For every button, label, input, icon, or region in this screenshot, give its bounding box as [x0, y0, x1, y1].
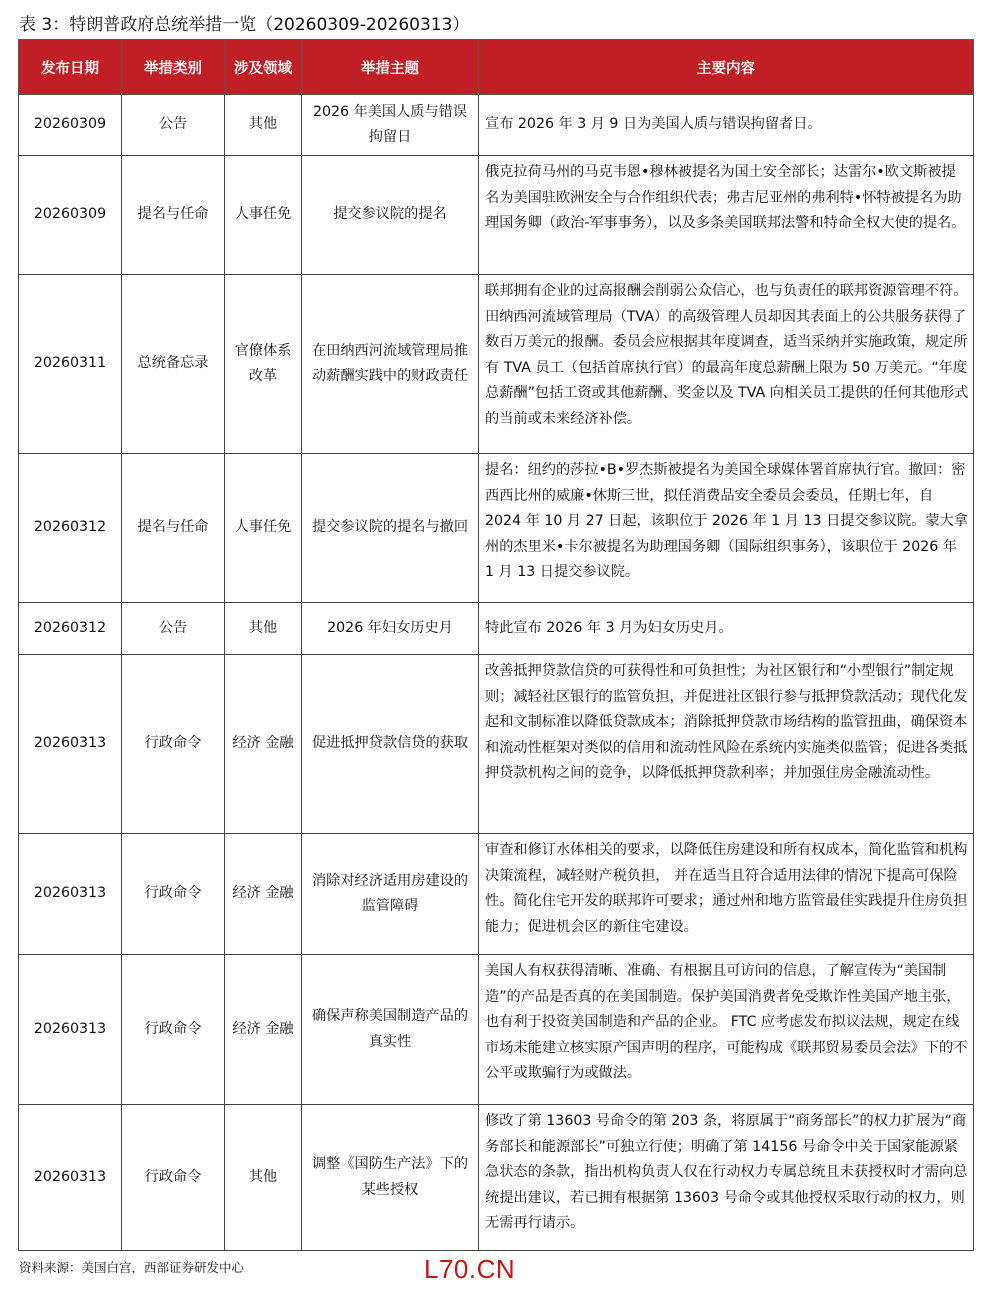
- cell-content: 提名：纽约的莎拉•B•罗杰斯被提名为美国全球媒体署首席执行官。撤回：密西西比州的威廉•休斯三世，拟任消费品安全委员会委员，任期七年，自 2024 年 10 月 27 日起，该职位于 2026 年 1 月 13 日提交参议院。蒙大拿州的杰里米•卡尔被提名为助理国务卿（国际组织事务），该职位于 2026 年 1 月 13 日提交参议院。: [479, 454, 974, 603]
- cell-category: 行政命令: [122, 834, 225, 955]
- cell-date: 20260311: [19, 275, 122, 454]
- cell-field: 经济 金融: [225, 955, 302, 1105]
- cell-topic: 2026 年美国人质与错误拘留日: [302, 95, 479, 156]
- table-row: [19, 275, 974, 454]
- cell-category: 行政命令: [122, 1105, 225, 1251]
- table-row: [19, 454, 974, 603]
- table-row: [19, 1105, 974, 1251]
- table-row: [19, 156, 974, 275]
- cell-field: 经济 金融: [225, 655, 302, 834]
- header-category: 举措类别: [122, 40, 225, 95]
- table-row: [19, 603, 974, 655]
- cell-category: 行政命令: [122, 655, 225, 834]
- cell-content: 改善抵押贷款信贷的可获得性和可负担性；为社区银行和“小型银行”制定规则；减轻社区银行的监管负担，并促进社区银行参与抵押贷款活动；现代化发起和文制标准以降低贷款成本；消除抵押贷款市场结构的监管扭曲，确保资本和流动性框架对类似的信用和流动性风险在系统内实施类似监管；促进各类抵押贷款机构之间的竞争，以降低抵押贷款利率；并加强住房金融流动性。: [479, 655, 974, 834]
- cell-content: 宣布 2026 年 3 月 9 日为美国人质与错误拘留者日。: [479, 95, 974, 156]
- cell-date: 20260313: [19, 655, 122, 834]
- cell-content: 特此宣布 2026 年 3 月为妇女历史月。: [479, 603, 974, 655]
- cell-field: 人事任免: [225, 454, 302, 603]
- table-row: [19, 655, 974, 834]
- header-field: 涉及领域: [225, 40, 302, 95]
- cell-field: 经济 金融: [225, 834, 302, 955]
- measures-table: [18, 39, 974, 1251]
- cell-topic: 消除对经济适用房建设的监管障碍: [302, 834, 479, 955]
- cell-content: 修改了第 13603 号命令的第 203 条，将原属于“商务部长”的权力扩展为“商务部长和能源部长”可独立行使；明确了第 14156 号命令中关于国家能源紧急状态的条款，指出机构负责人仅在行动权力专属总统且未获授权时才需向总统提出建议，若已拥有根据第 13603 号命令或其他授权采取行动的权力，则无需再行请示。: [479, 1105, 974, 1251]
- watermark: L70.CN: [424, 1254, 516, 1284]
- header-date: 发布日期: [19, 40, 122, 95]
- cell-field: 其他: [225, 95, 302, 156]
- cell-content: 联邦拥有企业的过高报酬会削弱公众信心，也与负责任的联邦资源管理不符。田纳西河流域管理局（TVA）的高级管理人员却因其表面上的公共服务获得了数百万美元的报酬。委员会应根据其年度调查，适当采纳并实施政策，规定所有 TVA 员工（包括首席执行官）的最高年度总薪酬上限为 50 万美元。“年度总薪酬”包括工资或其他薪酬、奖金以及 TVA 向相关员工提供的任何其他形式的当前或未来经济补偿。: [479, 275, 974, 454]
- header-topic: 举措主题: [302, 40, 479, 95]
- cell-category: 公告: [122, 603, 225, 655]
- cell-category: 提名与任命: [122, 156, 225, 275]
- cell-category: 公告: [122, 95, 225, 156]
- cell-topic: 调整《国防生产法》下的某些授权: [302, 1105, 479, 1251]
- table-row: [19, 834, 974, 955]
- table-row: [19, 95, 974, 156]
- cell-field: 其他: [225, 603, 302, 655]
- cell-category: 行政命令: [122, 955, 225, 1105]
- cell-date: 20260313: [19, 1105, 122, 1251]
- cell-date: 20260309: [19, 95, 122, 156]
- header-content: 主要内容: [479, 40, 974, 95]
- cell-date: 20260312: [19, 454, 122, 603]
- source-note: 资料来源：美国白宫，西部证券研发中心: [19, 1260, 245, 1275]
- cell-topic: 提交参议院的提名: [302, 156, 479, 275]
- cell-topic: 提交参议院的提名与撤回: [302, 454, 479, 603]
- table-title: 表 3：特朗普政府总统举措一览（20260309-20260313）: [19, 15, 470, 35]
- cell-topic: 2026 年妇女历史月: [302, 603, 479, 655]
- cell-date: 20260313: [19, 955, 122, 1105]
- cell-date: 20260313: [19, 834, 122, 955]
- cell-category: 总统备忘录: [122, 275, 225, 454]
- cell-category: 提名与任命: [122, 454, 225, 603]
- cell-content: 审查和修订水体相关的要求，以降低住房建设和所有权成本，简化监管和机构决策流程，减轻财产税负担， 并在适当且符合适用法律的情况下提高可保险性。简化住宅开发的联邦许可要求；通过州和地方监管最佳实践提升住房负担能力；促进机会区的新住宅建设。: [479, 834, 974, 955]
- cell-content: 俄克拉荷马州的马克韦恩•穆林被提名为国土安全部长；达雷尔•欧文斯被提名为美国驻欧洲安全与合作组织代表；弗吉尼亚州的弗利特•怀特被提名为助理国务卿（政治-军事事务），以及多条美国联邦法警和特命全权大使的提名。: [479, 156, 974, 275]
- cell-field: 其他: [225, 1105, 302, 1251]
- cell-date: 20260312: [19, 603, 122, 655]
- table-row: [19, 955, 974, 1105]
- table-header-row: [19, 40, 974, 95]
- cell-content: 美国人有权获得清晰、准确、有根据且可访问的信息，了解宣传为“美国制造”的产品是否真的在美国制造。保护美国消费者免受欺诈性美国产地主张，也有利于投资美国制造和产品的企业。 FTC 应考虑发布拟议法规，规定在线市场未能建立核实原产国声明的程序，可能构成《联邦贸易委员会法》下的不公平或欺骗行为或做法。: [479, 955, 974, 1105]
- cell-date: 20260309: [19, 156, 122, 275]
- cell-topic: 促进抵押贷款信贷的获取: [302, 655, 479, 834]
- cell-topic: 确保声称美国制造产品的真实性: [302, 955, 479, 1105]
- cell-topic: 在田纳西河流域管理局推动薪酬实践中的财政责任: [302, 275, 479, 454]
- cell-field: 人事任免: [225, 156, 302, 275]
- cell-field: 官僚体系改革: [225, 275, 302, 454]
